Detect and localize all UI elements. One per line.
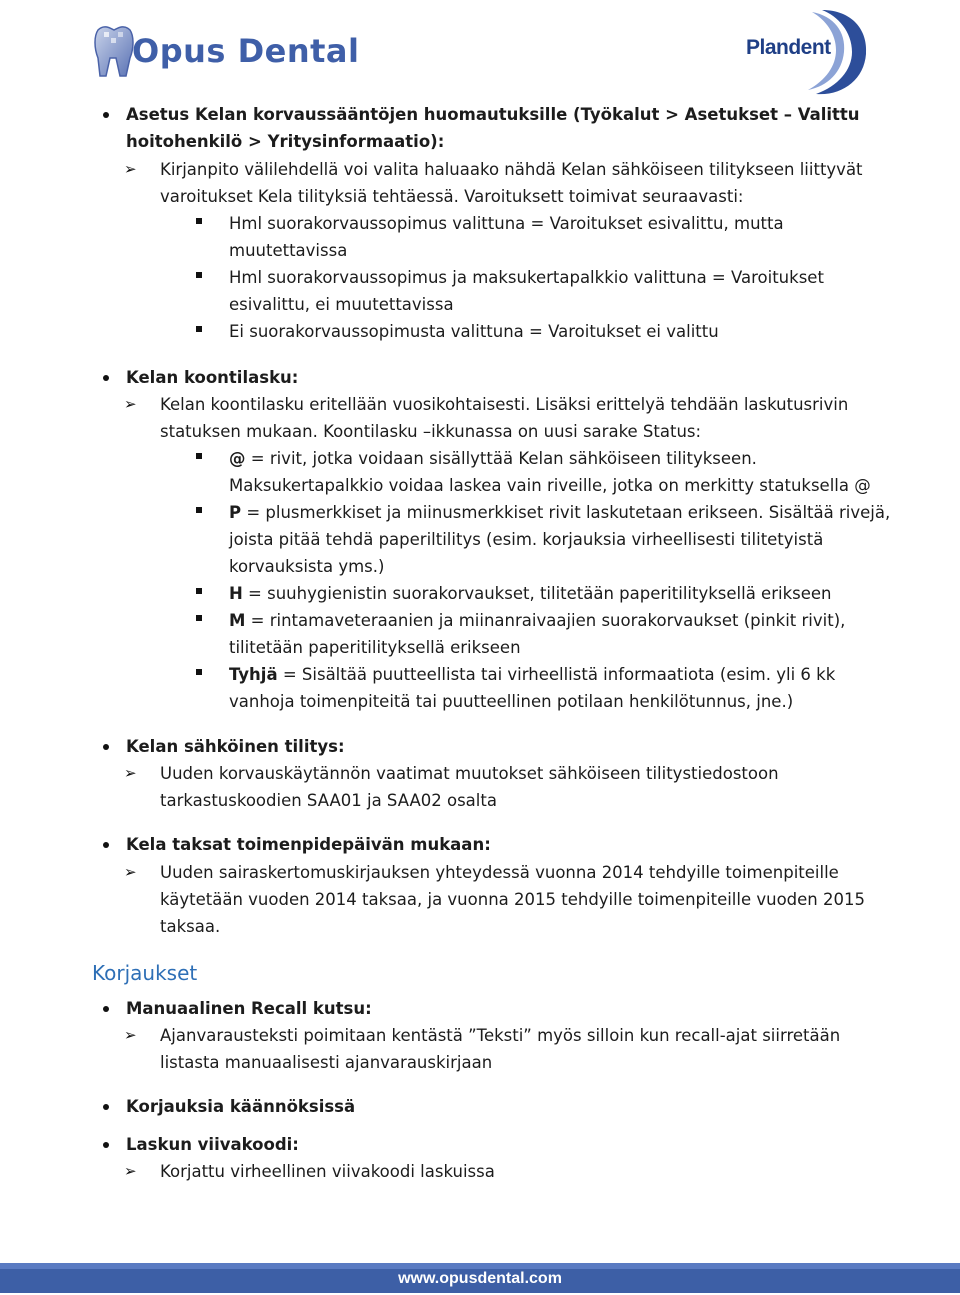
square-bullet-icon	[196, 326, 202, 332]
arrow-bullet-icon: ➢	[124, 863, 137, 881]
bullet-dot	[103, 1006, 109, 1012]
sahkoinen-text-line1: Uuden korvauskäytännön vaatimat muutokset sähköiseen tilitystiedostoon	[160, 764, 779, 783]
status-code-tyhja: Tyhjä	[229, 665, 278, 684]
section-title-taksat: Kela taksat toimenpidepäivän mukaan:	[126, 835, 491, 854]
status-p-desc: = plusmerkkiset ja miinusmerkkiset rivit laskutetaan erikseen. Sisältää rivejä,	[241, 503, 891, 522]
asetus-option1-line2: muutettavissa	[229, 241, 348, 260]
status-code-m: M	[229, 611, 246, 630]
status-tyhja-desc: = Sisältää puutteellista tai virheellistä informaatiota (esim. yli 6 kk	[277, 665, 836, 684]
asetus-text-line2: varoitukset Kela tilityksiä tehtäessä. Varoituksett toimivat seuraavasti:	[160, 187, 744, 206]
bullet-dot	[103, 1104, 109, 1110]
square-bullet-icon	[196, 272, 202, 278]
koontilasku-text-line2: statuksen mukaan. Koontilasku –ikkunassa on uusi sarake Status:	[160, 422, 702, 441]
status-m-line1	[229, 607, 845, 634]
arrow-bullet-icon: ➢	[124, 764, 137, 782]
page-footer	[0, 1255, 960, 1295]
taksat-text-line2: käytetään vuoden 2014 taksaa, ja vuonna 2015 tehdyille toimenpiteille vuoden 2015	[160, 890, 866, 909]
status-at-line1	[229, 445, 757, 472]
square-bullet-icon	[196, 453, 202, 459]
status-code-h: H	[229, 584, 243, 603]
square-bullet-icon	[196, 588, 202, 594]
viivakoodi-text-line1: Korjattu virheellinen viivakoodi laskuissa	[160, 1162, 495, 1181]
plandent-logo	[742, 6, 872, 96]
status-p-line2: joista pitää tehdä paperiltilitys (esim. korjauksia virheellisesti tilitetyistä	[229, 530, 824, 549]
recall-text-line1: Ajanvarausteksti poimitaan kentästä ”Teksti” myös silloin kun recall-ajat siirretään	[160, 1026, 841, 1045]
taksat-text-line3: taksaa.	[160, 917, 221, 936]
section-title-koontilasku: Kelan koontilasku:	[126, 368, 299, 387]
section-title-viivakoodi: Laskun viivakoodi:	[126, 1135, 299, 1154]
bullet-dot	[103, 112, 109, 118]
bullet-dot	[103, 1142, 109, 1148]
asetus-option3-line1: Ei suorakorvaussopimusta valittuna = Varoitukset ei valittu	[229, 322, 719, 341]
arrow-bullet-icon: ➢	[124, 1162, 137, 1180]
status-m-desc: = rintamaveteraanien ja miinanraivaajien suorakorvaukset (pinkit rivit),	[245, 611, 846, 630]
plandent-logo-text: Plandent	[746, 36, 831, 59]
status-p-line1	[229, 499, 890, 526]
status-h-desc: = suuhygienistin suorakorvaukset, tilitetään paperitilityksellä erikseen	[242, 584, 832, 603]
section-title-kaannoksissa: Korjauksia käännöksissä	[126, 1097, 356, 1116]
arrow-bullet-icon: ➢	[124, 1026, 137, 1044]
section-title-asetus-line2: hoitohenkilö > Yritysinformaatio):	[126, 132, 445, 151]
asetus-option2-line2: esivalittu, ei muutettavissa	[229, 295, 454, 314]
status-m-line2: tilitetään paperitilityksellä erikseen	[229, 638, 521, 657]
section-title-asetus-line1: Asetus Kelan korvaussääntöjen huomautuksille (Työkalut > Asetukset – Valittu	[126, 105, 860, 124]
square-bullet-icon	[196, 218, 202, 224]
section-title-recall: Manuaalinen Recall kutsu:	[126, 999, 372, 1018]
taksat-text-line1: Uuden sairaskertomuskirjauksen yhteydessä vuonna 2014 tehdyille toimenpiteille	[160, 863, 839, 882]
bullet-dot	[103, 842, 109, 848]
opus-dental-logo	[90, 18, 410, 88]
status-at-desc: = rivit, jotka voidaan sisällyttää Kelan sähköiseen tilitykseen.	[245, 449, 757, 468]
asetus-option2-line1: Hml suorakorvaussopimus ja maksukertapalkkio valittuna = Varoitukset	[229, 268, 824, 287]
status-h-line1	[229, 580, 831, 607]
status-p-line3: korvauksista yms.)	[229, 557, 385, 576]
square-bullet-icon	[196, 669, 202, 675]
square-bullet-icon	[196, 507, 202, 513]
recall-text-line2: listasta manuaalisesti ajanvarauskirjaan	[160, 1053, 493, 1072]
asetus-text-line1: Kirjanpito välilehdellä voi valita haluaako nähdä Kelan sähköiseen tilitykseen liittyvät	[160, 160, 863, 179]
footer-website-link[interactable]: www.opusdental.com	[398, 1270, 562, 1287]
status-tyhja-line2: vanhoja toimenpiteitä tai puutteellinen potilaan henkilötunnus, jne.)	[229, 692, 794, 711]
asetus-option1-line1: Hml suorakorvaussopimus valittuna = Varoitukset esivalittu, mutta	[229, 214, 784, 233]
koontilasku-text-line1: Kelan koontilasku eritellään vuosikohtaisesti. Lisäksi erittelyä tehdään laskutusrivin	[160, 395, 849, 414]
bullet-dot	[103, 375, 109, 381]
section-title-sahkoinen: Kelan sähköinen tilitys:	[126, 737, 345, 756]
arrow-bullet-icon: ➢	[124, 160, 137, 178]
square-bullet-icon	[196, 615, 202, 621]
page-header	[0, 0, 960, 100]
status-code-p: P	[229, 503, 242, 522]
status-at-line2: Maksukertapalkkio voidaa laskea vain riveille, jotka on merkitty statuksella @	[229, 476, 871, 495]
status-tyhja-line1	[229, 661, 835, 688]
opus-dental-logo-text: Opus Dental	[132, 32, 360, 70]
korjaukset-heading: Korjaukset	[92, 961, 198, 985]
bullet-dot	[103, 744, 109, 750]
tooth-icon	[90, 18, 138, 84]
status-code-at: @	[229, 449, 246, 468]
sahkoinen-text-line2: tarkastuskoodien SAA01 ja SAA02 osalta	[160, 791, 497, 810]
arrow-bullet-icon: ➢	[124, 395, 137, 413]
